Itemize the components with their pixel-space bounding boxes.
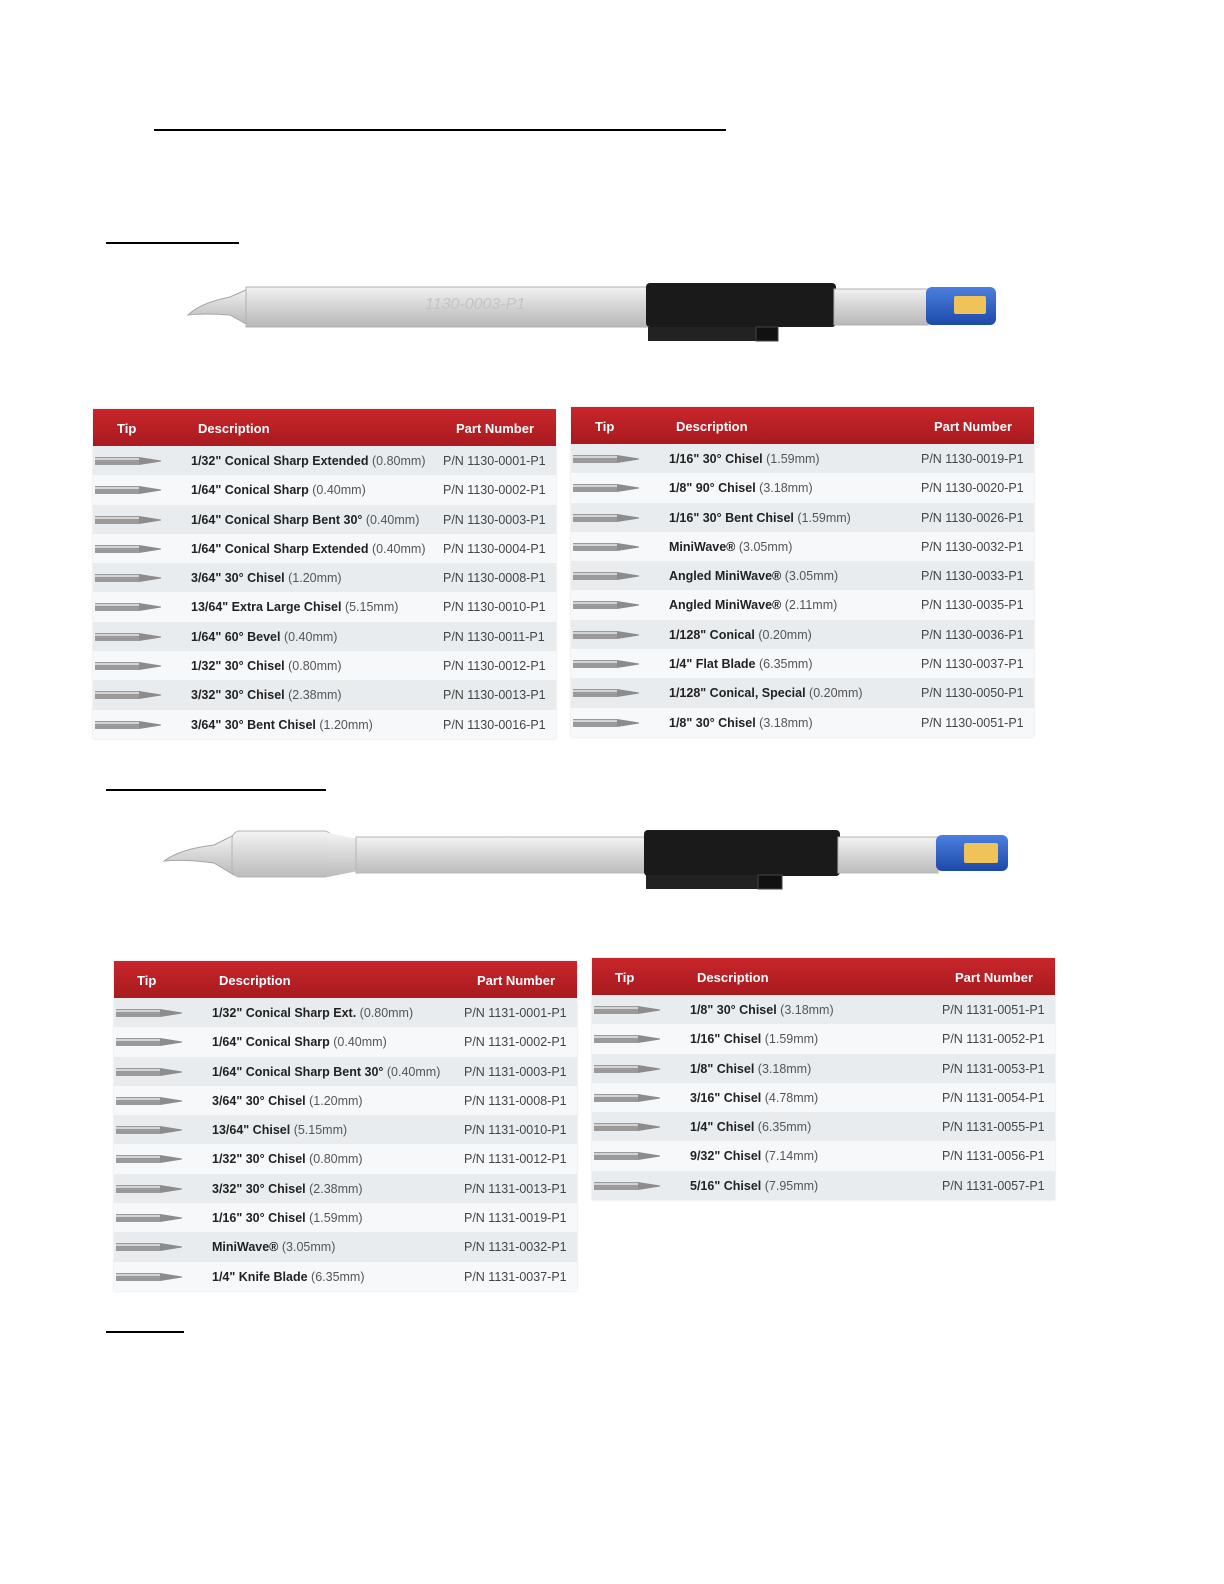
tip-thumbnail-icon bbox=[116, 1182, 188, 1196]
soldering-tip-cartridge-1-image bbox=[180, 275, 1010, 345]
tip-description bbox=[191, 659, 342, 673]
part-number: P/N 1130-0012-P1 bbox=[443, 659, 546, 674]
tip-name: 1/8" Chisel bbox=[690, 1061, 755, 1076]
tip-name: 1/32" Conical Sharp Extended bbox=[191, 454, 369, 468]
tip-table-1130-left bbox=[93, 409, 556, 739]
tip-description bbox=[212, 1270, 365, 1284]
tip-description bbox=[690, 1149, 818, 1163]
tip-thumbnail-icon bbox=[573, 598, 645, 612]
tip-name: 1/8" 30° Chisel bbox=[669, 715, 756, 730]
part-number: P/N 1130-0036-P1 bbox=[921, 627, 1024, 642]
tip-description bbox=[669, 598, 837, 612]
table-row bbox=[93, 651, 556, 680]
part-number: P/N 1130-0004-P1 bbox=[443, 541, 546, 556]
tip-thumbnail-icon bbox=[594, 1003, 666, 1017]
tip-name: 9/32" Chisel bbox=[690, 1149, 762, 1164]
section-2-underline bbox=[106, 789, 326, 791]
tip-description bbox=[212, 1123, 347, 1137]
tip-name: 1/64" Conical Sharp Extended bbox=[191, 541, 369, 556]
table-header bbox=[571, 407, 1034, 444]
table-row bbox=[93, 505, 556, 534]
part-number: P/N 1130-0010-P1 bbox=[443, 600, 546, 615]
tip-thumbnail-icon bbox=[116, 1270, 188, 1284]
tip-description bbox=[212, 1035, 387, 1049]
tip-thumbnail-icon bbox=[573, 686, 645, 700]
table-row bbox=[114, 1174, 577, 1203]
tip-thumbnail-icon bbox=[95, 718, 167, 732]
tip-description bbox=[191, 542, 425, 556]
tip-thumbnail-icon bbox=[573, 657, 645, 671]
table-row bbox=[93, 563, 556, 592]
tip-size: (0.40mm) bbox=[312, 483, 366, 498]
table-row bbox=[592, 1112, 1055, 1141]
tip-size: (2.38mm) bbox=[288, 688, 342, 703]
tip-name: 3/32" 30° Chisel bbox=[191, 688, 285, 703]
tip-description bbox=[191, 483, 366, 497]
tip-size: (0.40mm) bbox=[283, 629, 338, 644]
header-description: Description bbox=[219, 973, 291, 988]
tip-size: (0.80mm) bbox=[372, 454, 426, 468]
tip-size: (3.05mm) bbox=[738, 539, 793, 554]
tip-name: 1/128" Conical, Special bbox=[669, 686, 806, 701]
table-row bbox=[114, 1027, 577, 1056]
section-1-underline bbox=[106, 242, 239, 244]
tip-name: 1/32" Conical Sharp Ext. bbox=[212, 1006, 357, 1020]
part-number: P/N 1131-0002-P1 bbox=[464, 1035, 567, 1050]
table-row bbox=[93, 710, 556, 739]
tip-size: (0.40mm) bbox=[386, 1064, 441, 1079]
tip-description bbox=[669, 569, 838, 583]
tip-thumbnail-icon bbox=[594, 1062, 666, 1076]
part-number: P/N 1130-0037-P1 bbox=[921, 657, 1024, 672]
tip-description bbox=[669, 540, 792, 554]
table-row bbox=[592, 1141, 1055, 1170]
table-row bbox=[114, 1057, 577, 1086]
tip-thumbnail-icon bbox=[95, 513, 167, 527]
tip-thumbnail-icon bbox=[594, 1091, 666, 1105]
table-row bbox=[571, 473, 1034, 502]
tip-description bbox=[191, 571, 342, 585]
tip-description bbox=[191, 688, 342, 702]
tip-description bbox=[690, 1091, 818, 1105]
tip-name: 1/32" 30° Chisel bbox=[212, 1152, 306, 1167]
tip-thumbnail-icon bbox=[573, 481, 645, 495]
part-number: P/N 1130-0026-P1 bbox=[921, 510, 1024, 525]
part-number: P/N 1131-0019-P1 bbox=[464, 1211, 567, 1226]
tip-size: (1.59mm) bbox=[766, 452, 820, 466]
part-number: P/N 1131-0010-P1 bbox=[464, 1123, 567, 1138]
tip-size: (3.18mm) bbox=[757, 1061, 812, 1076]
tip-description bbox=[669, 452, 820, 466]
tip-thumbnail-icon bbox=[95, 483, 167, 497]
tip-name: 1/64" 60° Bevel bbox=[191, 629, 281, 644]
tip-thumbnail-icon bbox=[95, 659, 167, 673]
tip-thumbnail-icon bbox=[95, 542, 167, 556]
part-number: P/N 1130-0050-P1 bbox=[921, 686, 1024, 701]
part-number: P/N 1131-0013-P1 bbox=[464, 1181, 567, 1196]
tip-size: (0.80mm) bbox=[288, 659, 342, 674]
part-number: P/N 1130-0051-P1 bbox=[921, 715, 1024, 730]
cartridge-1-imprint: 1130-0003-P1 bbox=[425, 296, 526, 313]
tip-size: (3.18mm) bbox=[780, 1003, 834, 1017]
tip-thumbnail-icon bbox=[116, 1123, 188, 1137]
tip-name: 1/64" Conical Sharp bbox=[191, 483, 309, 498]
part-number: P/N 1131-0051-P1 bbox=[942, 1003, 1045, 1017]
tip-description bbox=[669, 481, 813, 495]
tip-name: MiniWave® bbox=[212, 1240, 279, 1255]
header-description: Description bbox=[198, 421, 270, 436]
table-row bbox=[114, 1115, 577, 1144]
tip-thumbnail-icon bbox=[573, 540, 645, 554]
table-row bbox=[592, 1054, 1055, 1083]
tip-thumbnail-icon bbox=[573, 716, 645, 730]
table-header bbox=[93, 409, 556, 446]
tip-size: (0.40mm) bbox=[372, 541, 426, 556]
tip-name: 3/64" 30° Bent Chisel bbox=[191, 717, 316, 732]
table-row bbox=[592, 995, 1055, 1024]
table-header bbox=[114, 961, 577, 998]
header-part-number: Part Number bbox=[456, 421, 535, 436]
table-row bbox=[114, 1262, 577, 1291]
tip-description bbox=[212, 1211, 363, 1225]
table-row bbox=[114, 1203, 577, 1232]
tip-size: (1.20mm) bbox=[309, 1093, 363, 1108]
tip-size: (2.11mm) bbox=[784, 598, 838, 613]
part-number: P/N 1131-0054-P1 bbox=[942, 1090, 1045, 1105]
table-row bbox=[592, 1171, 1055, 1200]
part-number: P/N 1131-0012-P1 bbox=[464, 1152, 567, 1167]
tip-description bbox=[669, 511, 851, 525]
table-row bbox=[571, 444, 1034, 473]
tip-size: (6.35mm) bbox=[759, 657, 813, 672]
tip-size: (7.95mm) bbox=[764, 1178, 819, 1193]
table-row bbox=[571, 649, 1034, 678]
tip-thumbnail-icon bbox=[116, 1152, 188, 1166]
part-number: P/N 1130-0020-P1 bbox=[921, 481, 1024, 496]
tip-thumbnail-icon bbox=[116, 1240, 188, 1254]
header-tip: Tip bbox=[595, 419, 615, 434]
tip-description bbox=[690, 1003, 834, 1017]
tip-name: 3/16" Chisel bbox=[690, 1090, 762, 1105]
tip-size: (3.05mm) bbox=[784, 569, 839, 584]
tip-thumbnail-icon bbox=[573, 452, 645, 466]
table-row bbox=[571, 708, 1034, 737]
table-row bbox=[93, 446, 556, 475]
tip-size: (1.20mm) bbox=[319, 717, 373, 732]
tip-description bbox=[191, 454, 425, 468]
part-number: P/N 1130-0013-P1 bbox=[443, 688, 546, 703]
tip-name: 3/64" 30° Chisel bbox=[212, 1093, 306, 1108]
tip-size: (0.40mm) bbox=[365, 512, 420, 527]
tip-thumbnail-icon bbox=[594, 1032, 666, 1046]
tip-size: (0.40mm) bbox=[333, 1035, 387, 1050]
tip-description bbox=[212, 1065, 440, 1079]
tip-name: 1/8" 30° Chisel bbox=[690, 1003, 777, 1017]
tip-description bbox=[191, 630, 337, 644]
tip-description bbox=[212, 1152, 363, 1166]
soldering-tip-cartridge-2-image bbox=[158, 825, 1018, 895]
tip-thumbnail-icon bbox=[116, 1035, 188, 1049]
tip-size: (1.59mm) bbox=[309, 1211, 363, 1226]
table-row bbox=[93, 534, 556, 563]
tip-size: (2.38mm) bbox=[309, 1181, 363, 1196]
table-row bbox=[114, 1086, 577, 1115]
tip-name: 1/64" Conical Sharp bbox=[212, 1035, 330, 1050]
tip-size: (6.35mm) bbox=[757, 1120, 812, 1135]
tip-name: 1/4" Chisel bbox=[690, 1120, 755, 1135]
tip-thumbnail-icon bbox=[573, 628, 645, 642]
tip-name: 1/4" Knife Blade bbox=[212, 1269, 308, 1284]
tip-description bbox=[669, 657, 812, 671]
tip-thumbnail-icon bbox=[573, 511, 645, 525]
part-number: P/N 1131-0056-P1 bbox=[942, 1149, 1045, 1164]
tip-description bbox=[212, 1240, 335, 1254]
tip-name: 1/8" 90° Chisel bbox=[669, 481, 756, 496]
tip-description bbox=[191, 718, 373, 732]
table-row bbox=[114, 1144, 577, 1173]
part-number: P/N 1131-0057-P1 bbox=[942, 1178, 1045, 1193]
table-row bbox=[114, 1232, 577, 1261]
part-number: P/N 1130-0019-P1 bbox=[921, 452, 1024, 466]
header-description: Description bbox=[676, 419, 748, 434]
tip-name: 1/64" Conical Sharp Bent 30° bbox=[191, 512, 363, 527]
table-header bbox=[592, 958, 1055, 995]
tip-name: 3/64" 30° Chisel bbox=[191, 571, 285, 586]
tip-table-1130-right bbox=[571, 407, 1034, 737]
tip-size: (6.35mm) bbox=[311, 1269, 365, 1284]
part-number: P/N 1130-0033-P1 bbox=[921, 569, 1024, 584]
table-row bbox=[93, 680, 556, 709]
tip-description bbox=[690, 1179, 818, 1193]
part-number: P/N 1131-0052-P1 bbox=[942, 1032, 1045, 1047]
tip-name: 1/32" 30° Chisel bbox=[191, 659, 285, 674]
part-number: P/N 1130-0016-P1 bbox=[443, 717, 546, 732]
tip-thumbnail-icon bbox=[594, 1149, 666, 1163]
tip-thumbnail-icon bbox=[573, 569, 645, 583]
tip-size: (5.15mm) bbox=[344, 600, 399, 615]
tip-name: 5/16" Chisel bbox=[690, 1178, 762, 1193]
tip-thumbnail-icon bbox=[116, 1094, 188, 1108]
part-number: P/N 1131-0055-P1 bbox=[942, 1120, 1045, 1135]
part-number: P/N 1130-0008-P1 bbox=[443, 571, 546, 586]
table-row bbox=[592, 1024, 1055, 1053]
tip-name: 1/16" 30° Bent Chisel bbox=[669, 510, 794, 525]
part-number: P/N 1130-0032-P1 bbox=[921, 539, 1024, 554]
tip-description bbox=[690, 1062, 811, 1076]
tip-size: (0.20mm) bbox=[809, 686, 863, 701]
tip-description bbox=[669, 716, 813, 730]
table-row bbox=[592, 1083, 1055, 1112]
tip-size: (0.20mm) bbox=[758, 627, 812, 642]
table-row bbox=[114, 998, 577, 1027]
tip-thumbnail-icon bbox=[116, 1065, 188, 1079]
header-tip: Tip bbox=[615, 970, 635, 985]
table-row bbox=[571, 532, 1034, 561]
tip-size: (1.59mm) bbox=[764, 1032, 819, 1047]
header-part-number: Part Number bbox=[934, 419, 1013, 434]
tip-table-1131-left bbox=[114, 961, 577, 1291]
tip-name: 1/64" Conical Sharp Bent 30° bbox=[212, 1064, 384, 1079]
title-underline bbox=[154, 129, 726, 131]
part-number: P/N 1130-0003-P1 bbox=[443, 512, 546, 527]
table-row bbox=[93, 622, 556, 651]
table-row bbox=[571, 590, 1034, 619]
part-number: P/N 1131-0003-P1 bbox=[464, 1064, 567, 1079]
table-row bbox=[571, 503, 1034, 532]
part-number: P/N 1130-0011-P1 bbox=[443, 629, 545, 644]
tip-size: (3.18mm) bbox=[759, 481, 813, 496]
part-number: P/N 1131-0037-P1 bbox=[464, 1269, 567, 1284]
header-description: Description bbox=[697, 970, 769, 985]
tip-thumbnail-icon bbox=[95, 454, 167, 468]
tip-description bbox=[669, 686, 863, 700]
tip-description bbox=[690, 1032, 818, 1046]
tip-thumbnail-icon bbox=[95, 571, 167, 585]
part-number: P/N 1130-0002-P1 bbox=[443, 483, 546, 498]
table-row bbox=[93, 592, 556, 621]
tip-thumbnail-icon bbox=[95, 600, 167, 614]
tip-name: MiniWave® bbox=[669, 539, 736, 554]
part-number: P/N 1131-0001-P1 bbox=[464, 1006, 567, 1020]
table-row bbox=[571, 620, 1034, 649]
table-row bbox=[571, 561, 1034, 590]
header-tip: Tip bbox=[117, 421, 137, 436]
tip-size: (3.05mm) bbox=[281, 1240, 336, 1255]
tip-name: 13/64" Extra Large Chisel bbox=[191, 600, 342, 615]
tip-name: Angled MiniWave® bbox=[669, 598, 782, 613]
header-part-number: Part Number bbox=[477, 973, 556, 988]
tip-size: (1.20mm) bbox=[288, 571, 342, 586]
tip-thumbnail-icon bbox=[95, 688, 167, 702]
part-number: P/N 1131-0053-P1 bbox=[942, 1061, 1045, 1076]
tip-size: (1.59mm) bbox=[797, 510, 851, 525]
header-tip: Tip bbox=[137, 973, 157, 988]
part-number: P/N 1130-0035-P1 bbox=[921, 598, 1024, 613]
tip-size: (3.18mm) bbox=[759, 715, 813, 730]
tip-description bbox=[191, 513, 419, 527]
tip-description bbox=[690, 1120, 811, 1134]
tip-name: Angled MiniWave® bbox=[669, 569, 782, 584]
tip-description bbox=[212, 1094, 363, 1108]
table-row bbox=[93, 475, 556, 504]
tip-name: 1/16" Chisel bbox=[690, 1032, 762, 1047]
part-number: P/N 1131-0008-P1 bbox=[464, 1093, 567, 1108]
tip-name: 13/64" Chisel bbox=[212, 1123, 291, 1138]
tip-name: 1/128" Conical bbox=[669, 627, 755, 642]
tip-description bbox=[191, 600, 398, 614]
tip-table-1131-right bbox=[592, 958, 1055, 1200]
tip-name: 1/4" Flat Blade bbox=[669, 657, 756, 672]
tip-thumbnail-icon bbox=[594, 1120, 666, 1134]
tip-size: (5.15mm) bbox=[293, 1123, 348, 1138]
part-number: P/N 1131-0032-P1 bbox=[464, 1240, 567, 1255]
tip-name: 3/32" 30° Chisel bbox=[212, 1181, 306, 1196]
table-row bbox=[571, 678, 1034, 707]
tip-thumbnail-icon bbox=[95, 630, 167, 644]
part-number: P/N 1130-0001-P1 bbox=[443, 454, 546, 468]
tip-thumbnail-icon bbox=[594, 1179, 666, 1193]
tip-size: (7.14mm) bbox=[764, 1149, 819, 1164]
tip-size: (0.80mm) bbox=[359, 1006, 414, 1020]
tip-name: 1/16" 30° Chisel bbox=[669, 452, 763, 466]
tip-size: (0.80mm) bbox=[309, 1152, 363, 1167]
section-3-underline bbox=[106, 1331, 184, 1333]
tip-description bbox=[669, 628, 812, 642]
header-part-number: Part Number bbox=[955, 970, 1034, 985]
tip-size: (4.78mm) bbox=[764, 1090, 819, 1105]
tip-description bbox=[212, 1006, 413, 1020]
tip-description bbox=[212, 1182, 363, 1196]
tip-thumbnail-icon bbox=[116, 1211, 188, 1225]
tip-thumbnail-icon bbox=[116, 1006, 188, 1020]
tip-name: 1/16" 30° Chisel bbox=[212, 1211, 306, 1226]
